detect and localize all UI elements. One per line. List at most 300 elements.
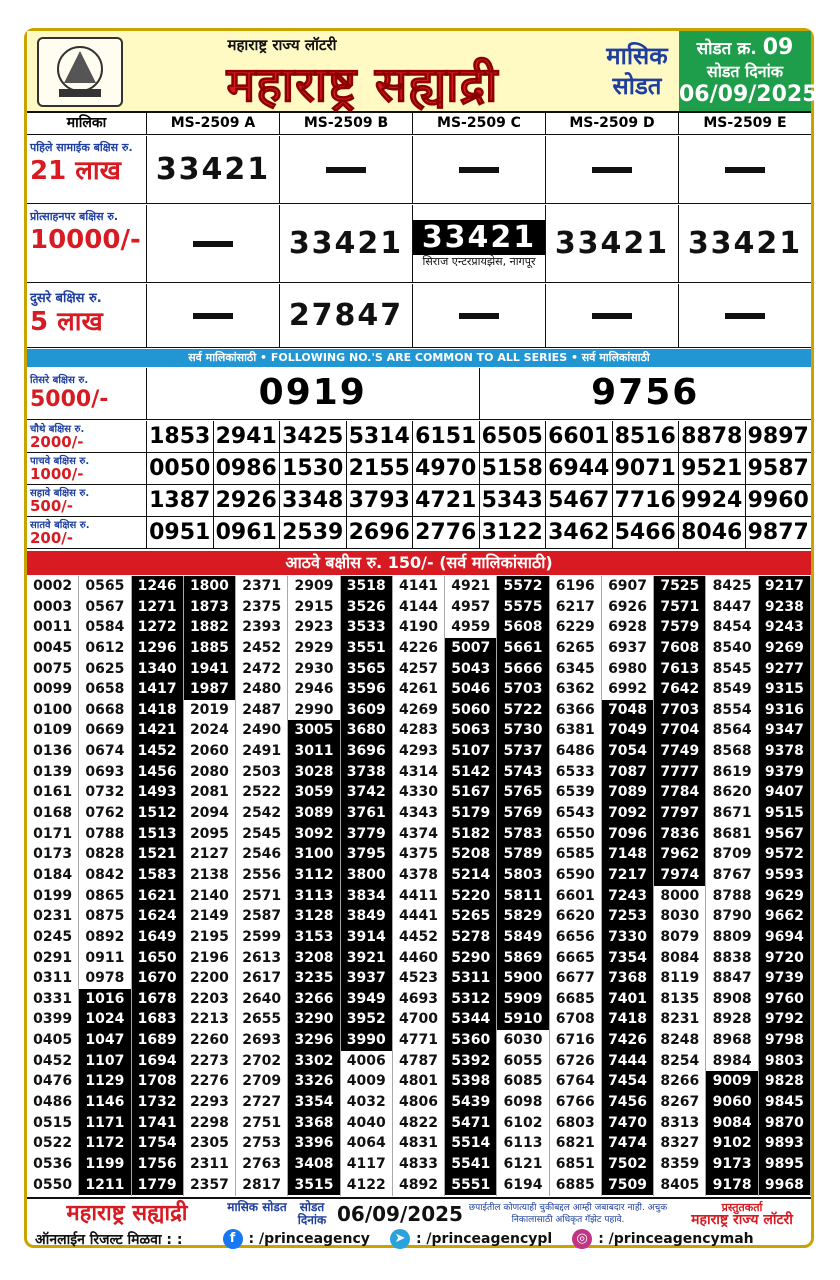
eighth-prize-number: 1885 xyxy=(184,638,235,659)
consolation-e xyxy=(679,205,811,282)
small-prize-number: 3462 xyxy=(546,517,613,548)
eighth-prize-number: 6851 xyxy=(550,1154,601,1175)
eighth-prize-banner: आठवे बक्षीस रु. 150/- (सर्व मालिकांसाठी) xyxy=(27,551,811,575)
first-prize-c xyxy=(413,136,546,203)
eighth-prize-number: 1172 xyxy=(79,1133,130,1154)
eighth-prize-number: 2503 xyxy=(236,762,287,783)
eighth-prize-column xyxy=(550,576,602,1196)
eighth-prize-number: 4064 xyxy=(341,1133,392,1154)
eighth-prize-number: 3779 xyxy=(341,824,392,845)
eighth-prize-number: 2273 xyxy=(184,1051,235,1072)
consolation-label xyxy=(27,205,147,282)
eighth-prize-number: 4261 xyxy=(393,679,444,700)
small-prize-label xyxy=(27,517,147,548)
eighth-prize-number: 5179 xyxy=(445,803,496,824)
consolation-number: 33421 xyxy=(687,226,803,261)
first-prize-title: पहिले सामाईक बक्षिस रु. xyxy=(30,141,133,154)
eighth-prize-number: 8767 xyxy=(706,865,757,886)
small-prize-number: 8516 xyxy=(613,421,680,452)
eighth-prize-number: 0003 xyxy=(27,597,78,618)
eighth-prize-number: 0161 xyxy=(27,782,78,803)
eighth-prize-number: 5182 xyxy=(445,824,496,845)
telegram-icon[interactable]: ➤ xyxy=(390,1229,410,1249)
eighth-prize-number: 8620 xyxy=(706,782,757,803)
eighth-prize-number: 2393 xyxy=(236,617,287,638)
eighth-prize-number: 5608 xyxy=(497,617,548,638)
third-prize-label xyxy=(27,368,147,419)
eighth-prize-number: 3112 xyxy=(288,865,339,886)
eighth-prize-number: 2127 xyxy=(184,844,235,865)
common-series-banner: सर्व मालिकांसाठी • FOLLOWING NO.'S ARE COMMON TO ALL SERIES • सर्व मालिकांसाठी xyxy=(27,349,811,367)
eighth-prize-number: 0171 xyxy=(27,824,78,845)
eighth-prize-number: 6708 xyxy=(550,1009,601,1030)
small-prize-number: 0951 xyxy=(147,517,214,548)
first-prize-e xyxy=(679,136,811,203)
eighth-prize-number: 5107 xyxy=(445,741,496,762)
eighth-prize-number: 1621 xyxy=(132,886,183,907)
eighth-prize-number: 0788 xyxy=(79,824,130,845)
small-prize-number: 9924 xyxy=(679,485,746,516)
eighth-prize-number: 7217 xyxy=(602,865,653,886)
eighth-prize-number: 5909 xyxy=(497,989,548,1010)
eighth-prize-number: 2542 xyxy=(236,803,287,824)
second-prize-d xyxy=(546,284,679,347)
eighth-prize-number: 0486 xyxy=(27,1092,78,1113)
small-prize-number: 2155 xyxy=(347,453,414,484)
second-prize-number: 27847 xyxy=(288,298,404,333)
eighth-prize-number: 1171 xyxy=(79,1113,130,1134)
eighth-prize-number: 5208 xyxy=(445,844,496,865)
third-prize-amount: 5000/- xyxy=(30,387,109,412)
eighth-prize-number: 7777 xyxy=(654,762,705,783)
eighth-prize-number: 3354 xyxy=(288,1092,339,1113)
eighth-prize-number: 7049 xyxy=(602,720,653,741)
eighth-prize-number: 7525 xyxy=(654,576,705,597)
eighth-prize-number: 0075 xyxy=(27,659,78,680)
presented-by xyxy=(673,1199,811,1227)
footer-sodat: सोडत दिनांक xyxy=(297,1200,327,1227)
eighth-prize-number: 7444 xyxy=(602,1051,653,1072)
eighth-prize-number: 0139 xyxy=(27,762,78,783)
eighth-prize-number: 5142 xyxy=(445,762,496,783)
eighth-prize-column xyxy=(79,576,131,1196)
eighth-prize-number: 0522 xyxy=(27,1133,78,1154)
eighth-prize-number: 0669 xyxy=(79,720,130,741)
eighth-prize-number: 9567 xyxy=(759,824,810,845)
draw-info-box xyxy=(679,31,818,111)
eighth-prize-number: 8248 xyxy=(654,1030,705,1051)
instagram-icon[interactable]: ◎ xyxy=(572,1229,592,1249)
small-prize-row xyxy=(27,485,811,517)
small-prize-title: सहावे बक्षिस रु. xyxy=(30,488,90,499)
eighth-prize-number: 6665 xyxy=(550,948,601,969)
eighth-prize-number: 3949 xyxy=(341,989,392,1010)
small-prize-number: 4970 xyxy=(413,453,480,484)
eighth-prize-number: 7704 xyxy=(654,720,705,741)
small-prize-title: पाचवे बक्षिस रु. xyxy=(30,456,90,467)
eighth-prize-number: 5220 xyxy=(445,886,496,907)
eighth-prize-number: 0173 xyxy=(27,844,78,865)
small-prize-number: 3793 xyxy=(347,485,414,516)
small-prize-number: 9897 xyxy=(747,424,809,449)
small-prize-row xyxy=(27,421,811,453)
eighth-prize-number: 1340 xyxy=(132,659,183,680)
eighth-prize-number: 9316 xyxy=(759,700,810,721)
small-prize-number: 6505 xyxy=(480,421,547,452)
eighth-prize-number: 1199 xyxy=(79,1154,130,1175)
eighth-prize-number: 0536 xyxy=(27,1154,78,1175)
eighth-prize-number: 1513 xyxy=(132,824,183,845)
eighth-prize-number: 6217 xyxy=(550,597,601,618)
eighth-prize-number: 8790 xyxy=(706,906,757,927)
eighth-prize-number: 9243 xyxy=(759,617,810,638)
eighth-prize-number: 9084 xyxy=(706,1113,757,1134)
eighth-prize-number: 2024 xyxy=(184,720,235,741)
eighth-prize-number: 6766 xyxy=(550,1092,601,1113)
eighth-prize-number: 6885 xyxy=(550,1175,601,1196)
small-prize-title: चौथे बक्षिस रु. xyxy=(30,424,85,435)
small-prize-number: 3348 xyxy=(280,485,347,516)
eighth-prize-number: 0245 xyxy=(27,927,78,948)
eighth-prize-number: 3153 xyxy=(288,927,339,948)
eighth-prize-column xyxy=(393,576,445,1196)
small-prize-number: 9521 xyxy=(679,453,746,484)
eighth-prize-number: 4032 xyxy=(341,1092,392,1113)
small-prize-number: 2539 xyxy=(280,517,347,548)
eighth-prize-number: 2617 xyxy=(236,968,287,989)
small-prize-number: 9877 xyxy=(747,520,809,545)
eighth-prize-number: 8568 xyxy=(706,741,757,762)
eighth-prize-number: 3914 xyxy=(341,927,392,948)
facebook-link[interactable]: : /princeagency xyxy=(248,1231,370,1247)
eighth-prize-number: 0674 xyxy=(79,741,130,762)
eighth-prize-number: 0658 xyxy=(79,679,130,700)
eighth-prize-number: 4269 xyxy=(393,700,444,721)
eighth-prize-number: 8084 xyxy=(654,948,705,969)
eighth-prize-number: 2702 xyxy=(236,1051,287,1072)
eighth-prize-number: 0452 xyxy=(27,1051,78,1072)
dash xyxy=(326,167,366,173)
eighth-prize-number: 6229 xyxy=(550,617,601,638)
eighth-prize-number: 4700 xyxy=(393,1009,444,1030)
eighth-prize-number: 0100 xyxy=(27,700,78,721)
eighth-prize-number: 2452 xyxy=(236,638,287,659)
eighth-prize-number: 6539 xyxy=(550,782,601,803)
eighth-prize-number: 0399 xyxy=(27,1009,78,1030)
eighth-prize-number: 1456 xyxy=(132,762,183,783)
dash xyxy=(592,167,632,173)
eighth-prize-number: 6821 xyxy=(550,1133,601,1154)
eighth-prize-number: 7401 xyxy=(602,989,653,1010)
eighth-prize-number: 1873 xyxy=(184,597,235,618)
eighth-prize-number: 2751 xyxy=(236,1113,287,1134)
eighth-prize-number: 5290 xyxy=(445,948,496,969)
eighth-prize-number: 3680 xyxy=(341,720,392,741)
eighth-prize-number: 7974 xyxy=(654,865,705,886)
eighth-prize-number: 9828 xyxy=(759,1071,810,1092)
eighth-prize-number: 2094 xyxy=(184,803,235,824)
small-prize-number: 6944 xyxy=(546,453,613,484)
eighth-prize-number: 2817 xyxy=(236,1175,287,1196)
eighth-prize-number: 7354 xyxy=(602,948,653,969)
eighth-prize-number: 2276 xyxy=(184,1071,235,1092)
eighth-prize-number: 5666 xyxy=(497,659,548,680)
eighth-prize-number: 4892 xyxy=(393,1175,444,1196)
eighth-prize-number: 2472 xyxy=(236,659,287,680)
online-result-label: ऑनलाईन रिजल्ट मिळवा : : xyxy=(35,1231,183,1248)
eighth-prize-number: 3551 xyxy=(341,638,392,659)
eighth-prize-number: 8984 xyxy=(706,1051,757,1072)
eighth-prize-number: 5783 xyxy=(497,824,548,845)
eighth-prize-number: 5167 xyxy=(445,782,496,803)
small-prize-number: 2696 xyxy=(347,517,414,548)
draw-date-label: सोडत दिनांक xyxy=(706,62,784,81)
eighth-prize-number: 3235 xyxy=(288,968,339,989)
eighth-prize-number: 4226 xyxy=(393,638,444,659)
eighth-prize-number: 8540 xyxy=(706,638,757,659)
eighth-prize-number: 2763 xyxy=(236,1154,287,1175)
eighth-prize-number: 2203 xyxy=(184,989,235,1010)
footer-date: 06/09/2025 xyxy=(337,1202,463,1226)
eighth-prize-number: 6907 xyxy=(602,576,653,597)
third-prize-title: तिसरे बक्षिस रु. xyxy=(30,375,89,386)
facebook-icon[interactable]: f xyxy=(223,1229,243,1249)
dash xyxy=(725,167,765,173)
small-prize-number: 1853 xyxy=(147,421,214,452)
small-prize-amount: 2000/- xyxy=(30,433,84,451)
eighth-prize-number: 3921 xyxy=(341,948,392,969)
eighth-prize-number: 8000 xyxy=(654,886,705,907)
eighth-prize-number: 3596 xyxy=(341,679,392,700)
eighth-prize-number: 3059 xyxy=(288,782,339,803)
eighth-prize-number: 8908 xyxy=(706,989,757,1010)
government-emblem-logo xyxy=(37,37,123,107)
eighth-prize-number: 8030 xyxy=(654,906,705,927)
eighth-prize-number: 8549 xyxy=(706,679,757,700)
eighth-prize-number: 3100 xyxy=(288,844,339,865)
presenter-name: महाराष्ट्र राज्य लॉटरी xyxy=(691,1212,793,1228)
eighth-prize-number: 2693 xyxy=(236,1030,287,1051)
eighth-prize-number: 6085 xyxy=(497,1071,548,1092)
small-prize-number: 2941 xyxy=(214,421,281,452)
eighth-prize-column xyxy=(288,576,340,1196)
eighth-prize-number: 8119 xyxy=(654,968,705,989)
eighth-prize-number: 1683 xyxy=(132,1009,183,1030)
eighth-prize-number: 3952 xyxy=(341,1009,392,1030)
eighth-prize-number: 1421 xyxy=(132,720,183,741)
eighth-prize-number: 0892 xyxy=(79,927,130,948)
eighth-prize-number: 7096 xyxy=(602,824,653,845)
eighth-prize-number: 3795 xyxy=(341,844,392,865)
eighth-prize-number: 8313 xyxy=(654,1113,705,1134)
eighth-prize-number: 2522 xyxy=(236,782,287,803)
eighth-prize-number: 3533 xyxy=(341,617,392,638)
eighth-prize-number: 5737 xyxy=(497,741,548,762)
eighth-prize-number: 0136 xyxy=(27,741,78,762)
eighth-prize-number: 0168 xyxy=(27,803,78,824)
small-prize-number: 2776 xyxy=(413,517,480,548)
eighth-prize-number: 6486 xyxy=(550,741,601,762)
eighth-prize-number: 6102 xyxy=(497,1113,548,1134)
eighth-prize-number: 4190 xyxy=(393,617,444,638)
eighth-prize-number: 2480 xyxy=(236,679,287,700)
eighth-prize-number: 0668 xyxy=(79,700,130,721)
eighth-prize-number: 2946 xyxy=(288,679,339,700)
eighth-prize-number: 5869 xyxy=(497,948,548,969)
small-prize-amount: 500/- xyxy=(30,497,74,515)
eighth-prize-number: 3849 xyxy=(341,906,392,927)
dash xyxy=(193,241,233,247)
eighth-prize-number: 9407 xyxy=(759,782,810,803)
eighth-prize-number: 5063 xyxy=(445,720,496,741)
second-prize-c xyxy=(413,284,546,347)
consolation-d xyxy=(546,205,679,282)
eighth-prize-number: 2095 xyxy=(184,824,235,845)
eighth-prize-number: 3742 xyxy=(341,782,392,803)
eighth-prize-number: 3089 xyxy=(288,803,339,824)
eighth-prize-number: 1650 xyxy=(132,948,183,969)
telegram-link[interactable]: : /princeagencypl xyxy=(415,1231,553,1247)
eighth-prize-number: 5312 xyxy=(445,989,496,1010)
eighth-prize-number: 9870 xyxy=(759,1113,810,1134)
eighth-prize-number: 8619 xyxy=(706,762,757,783)
small-prize-amount: 1000/- xyxy=(30,465,84,483)
eighth-prize-number: 8564 xyxy=(706,720,757,741)
small-prize-number: 5466 xyxy=(613,517,680,548)
eighth-prize-number: 6366 xyxy=(550,700,601,721)
eighth-prize-number: 9515 xyxy=(759,803,810,824)
lottery-result-sheet xyxy=(24,28,818,1248)
eighth-prize-number: 0875 xyxy=(79,906,130,927)
eighth-prize-column xyxy=(497,576,549,1196)
eighth-prize-number: 7048 xyxy=(602,700,653,721)
eighth-prize-number: 1754 xyxy=(132,1133,183,1154)
eighth-prize-number: 9798 xyxy=(759,1030,810,1051)
eighth-prize-number: 4283 xyxy=(393,720,444,741)
eighth-prize-number: 4441 xyxy=(393,906,444,927)
social-links xyxy=(27,1228,811,1250)
second-prize-e xyxy=(679,284,811,347)
small-prize-number: 7716 xyxy=(613,485,680,516)
small-prize-number: 3425 xyxy=(280,421,347,452)
eighth-prize-number: 7092 xyxy=(602,803,653,824)
dash xyxy=(459,313,499,319)
eighth-prize-number: 1272 xyxy=(132,617,183,638)
eighth-prize-number: 4959 xyxy=(445,617,496,638)
eighth-prize-number: 1987 xyxy=(184,679,235,700)
instagram-link[interactable]: : /princeagencymah xyxy=(598,1231,754,1247)
eighth-prize-number: 8254 xyxy=(654,1051,705,1072)
small-prize-number: 5314 xyxy=(347,421,414,452)
eighth-prize-number: 6601 xyxy=(550,886,601,907)
series-d: MS-2509 D xyxy=(546,113,679,134)
eighth-prize-number: 3302 xyxy=(288,1051,339,1072)
eighth-prize-number: 2546 xyxy=(236,844,287,865)
eighth-prize-number: 3526 xyxy=(341,597,392,618)
eighth-prize-number: 8928 xyxy=(706,1009,757,1030)
eighth-prize-number: 2305 xyxy=(184,1133,235,1154)
lottery-title: महाराष्ट्र सह्याद्री xyxy=(226,57,499,113)
eighth-prize-number: 8681 xyxy=(706,824,757,845)
consolation-title: प्रोत्साहनपर बक्षिस रु. xyxy=(30,210,119,223)
eighth-prize-number: 1417 xyxy=(132,679,183,700)
second-prize-amount: 5 लाख xyxy=(30,307,103,337)
draw-number-label: सोडत क्र. xyxy=(696,39,757,59)
eighth-prize-number: 2195 xyxy=(184,927,235,948)
eighth-prize-number: 1512 xyxy=(132,803,183,824)
eighth-prize-number: 2930 xyxy=(288,659,339,680)
eighth-prize-number: 1756 xyxy=(132,1154,183,1175)
eighth-prize-number: 3834 xyxy=(341,886,392,907)
eighth-prize-number: 0842 xyxy=(79,865,130,886)
eighth-prize-column xyxy=(341,576,393,1196)
eighth-prize-number: 7749 xyxy=(654,741,705,762)
eighth-prize-number: 0045 xyxy=(27,638,78,659)
eighth-prize-number: 0625 xyxy=(79,659,130,680)
consolation-number: 33421 xyxy=(288,226,404,261)
eighth-prize-number: 1670 xyxy=(132,968,183,989)
eighth-prize-number: 3092 xyxy=(288,824,339,845)
eighth-prize-number: 9238 xyxy=(759,597,810,618)
eighth-prize-number: 8327 xyxy=(654,1133,705,1154)
eighth-prize-number: 6992 xyxy=(602,679,653,700)
eighth-prize-number: 4921 xyxy=(445,576,496,597)
small-prize-number: 1530 xyxy=(280,453,347,484)
eighth-prize-number: 4452 xyxy=(393,927,444,948)
small-prize-label xyxy=(27,421,147,452)
eighth-prize-number: 0184 xyxy=(27,865,78,886)
eighth-prize-number: 1047 xyxy=(79,1030,130,1051)
eighth-prize-number: 4117 xyxy=(341,1154,392,1175)
eighth-prize-number: 1779 xyxy=(132,1175,183,1196)
eighth-prize-number: 2655 xyxy=(236,1009,287,1030)
eighth-prize-number: 8135 xyxy=(654,989,705,1010)
eighth-prize-number: 7784 xyxy=(654,782,705,803)
eighth-prize-number: 9720 xyxy=(759,948,810,969)
eighth-prize-number: 4693 xyxy=(393,989,444,1010)
eighth-prize-number: 2298 xyxy=(184,1113,235,1134)
eighth-prize-number: 5265 xyxy=(445,906,496,927)
eighth-prize-number: 2491 xyxy=(236,741,287,762)
eighth-prize-number: 2545 xyxy=(236,824,287,845)
eighth-prize-number: 6265 xyxy=(550,638,601,659)
eighth-prize-number: 8545 xyxy=(706,659,757,680)
eighth-prize-number: 8425 xyxy=(706,576,757,597)
eighth-prize-number: 3396 xyxy=(288,1133,339,1154)
small-prize-row xyxy=(27,517,811,549)
eighth-prize-number: 5765 xyxy=(497,782,548,803)
eighth-prize-number: 5811 xyxy=(497,886,548,907)
footer-masik: मासिक सोडत xyxy=(227,1200,287,1214)
eighth-prize-number: 6194 xyxy=(497,1175,548,1196)
eighth-prize-number: 3266 xyxy=(288,989,339,1010)
eighth-prize-number: 0291 xyxy=(27,948,78,969)
small-prize-number: 5467 xyxy=(546,485,613,516)
eighth-prize-number: 5829 xyxy=(497,906,548,927)
eighth-prize-column xyxy=(445,576,497,1196)
eighth-prize-number: 6620 xyxy=(550,906,601,927)
eighth-prize-number: 8231 xyxy=(654,1009,705,1030)
eighth-prize-number: 4801 xyxy=(393,1071,444,1092)
small-prize-number: 5343 xyxy=(480,485,547,516)
eighth-prize-number: 1649 xyxy=(132,927,183,948)
eighth-prize-number: 1493 xyxy=(132,782,183,803)
eighth-prize-number: 4787 xyxy=(393,1051,444,1072)
eighth-prize-number: 2060 xyxy=(184,741,235,762)
eighth-prize-number: 9593 xyxy=(759,865,810,886)
eighth-prize-number: 2709 xyxy=(236,1071,287,1092)
eighth-prize-number: 7253 xyxy=(602,906,653,927)
